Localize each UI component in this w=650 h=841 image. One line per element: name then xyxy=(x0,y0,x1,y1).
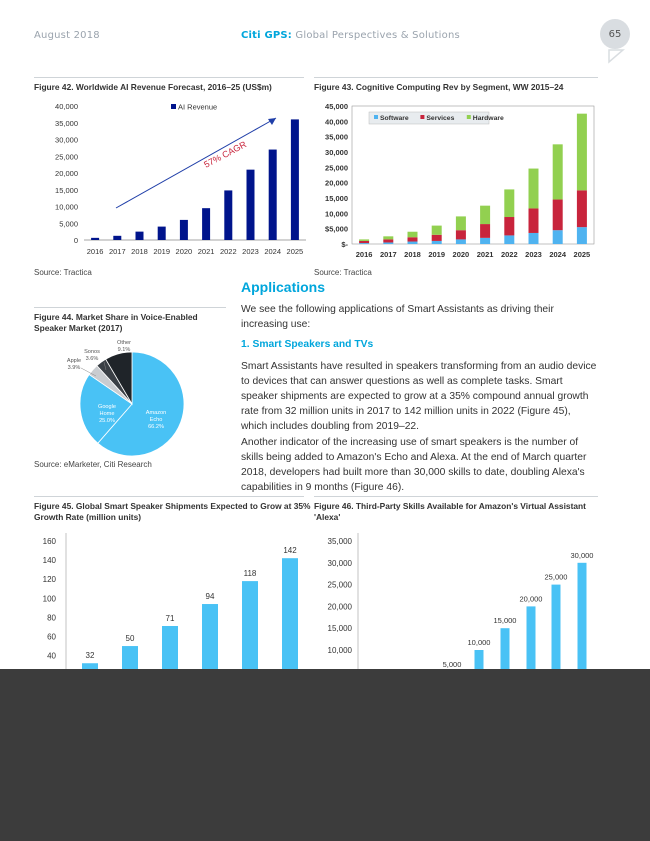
fig44-chart xyxy=(34,338,224,458)
fig44-title: Figure 44. Market Share in Voice-Enabled Speaker Market (2017) xyxy=(34,312,198,334)
fig43-bar-services xyxy=(577,190,587,227)
fig43-bar-hardware xyxy=(432,226,442,235)
fig46-ytick: 15,000 xyxy=(327,624,352,634)
fig43-ytick: $- xyxy=(341,240,348,249)
fig45-data-label: 142 xyxy=(283,546,297,556)
fig46-data-label: 15,000 xyxy=(493,616,517,626)
fig43-bar-software xyxy=(456,239,466,244)
fig44-label: Sonos xyxy=(84,349,100,355)
fig46-ytick: 25,000 xyxy=(327,580,352,590)
fig43-bar-hardware xyxy=(577,114,587,191)
fig43-xtick: 2023 xyxy=(525,250,542,259)
fig43-bar-services xyxy=(480,224,490,238)
fig42-bar xyxy=(224,190,232,240)
fig42-xtick: 2025 xyxy=(286,247,304,256)
fig43-bar-services xyxy=(504,217,514,235)
fig44-label: 66.2% xyxy=(148,424,164,430)
fig43-ytick: 35,000 xyxy=(325,132,348,142)
fig42-ytick: 15,000 xyxy=(55,185,78,195)
fig46-data-label: 30,000 xyxy=(570,550,594,560)
fig44-label: 3.9% xyxy=(67,365,81,371)
fig42-ytick: 40,000 xyxy=(55,102,78,111)
fig46-bar xyxy=(501,628,510,673)
fig42-chart xyxy=(34,98,310,266)
fig42-ytick: 30,000 xyxy=(55,135,78,145)
fig46-ytick: 30,000 xyxy=(327,558,352,568)
fig45-data-label: 32 xyxy=(85,651,95,661)
fig42-ytick: 10,000 xyxy=(55,202,78,212)
page-number-badge: 65 xyxy=(600,19,630,49)
rule-fig46 xyxy=(314,496,598,497)
applications-heading: Applications xyxy=(241,279,326,295)
fig45-ytick: 40 xyxy=(47,651,56,661)
fig43-ytick: $5,000 xyxy=(325,224,348,234)
fig46-bar xyxy=(578,563,587,673)
fig42-bar xyxy=(158,227,166,240)
fig43-ytick: 25,000 xyxy=(325,163,348,173)
fig43-bar-software xyxy=(359,243,369,244)
fig43-xtick: 2025 xyxy=(573,250,591,259)
fig44-label: Apple xyxy=(66,358,82,364)
fig44-label: 25.0% xyxy=(99,418,115,424)
header-subtitle: Global Perspectives & Solutions xyxy=(295,30,460,41)
fig42-ytick: 35,000 xyxy=(55,118,78,128)
fig42-legend-swatch xyxy=(171,104,176,109)
fig43-bar-hardware xyxy=(408,232,418,238)
fig43-bar-software xyxy=(577,227,587,244)
fig42-xtick: 2024 xyxy=(264,247,282,256)
fig45-chart xyxy=(30,533,320,673)
fig44-label: Echo xyxy=(149,417,163,423)
fig43-bar-services xyxy=(529,208,539,233)
fig43-bar-software xyxy=(504,235,514,244)
fig45-ytick: 80 xyxy=(47,613,56,623)
fig42-xtick: 2016 xyxy=(86,247,104,256)
fig43-bar-software xyxy=(408,242,418,244)
fig45-ytick: 120 xyxy=(42,575,56,585)
fig42-bar xyxy=(113,236,121,240)
fig43-bar-hardware xyxy=(553,144,563,199)
applications-intro: We see the following applications of Smart Assistants as driving their increasing use: xyxy=(241,304,554,330)
fig43-legend-swatch xyxy=(374,115,378,119)
fig43-bar-hardware xyxy=(480,206,490,224)
fig43-xtick: 2024 xyxy=(549,250,567,259)
fig43-bar-hardware xyxy=(504,189,514,217)
fig42-title: Figure 42. Worldwide AI Revenue Forecast, 2016–25 (US$m) xyxy=(34,82,272,92)
fig46-bar xyxy=(527,606,536,673)
fig46-chart xyxy=(314,533,604,673)
rule-fig43 xyxy=(314,77,598,78)
fig43-bar-services xyxy=(432,235,442,241)
header-title xyxy=(241,30,460,41)
fig45-data-label: 118 xyxy=(243,569,257,579)
fig43-bar-services xyxy=(383,239,393,242)
fig46-ytick: 10,000 xyxy=(327,646,352,655)
fig46-ytick: 20,000 xyxy=(327,602,352,612)
fig42-legend-label: AI Revenue xyxy=(178,102,218,112)
header-brand: Citi GPS: xyxy=(241,30,292,41)
dark-overlay xyxy=(0,669,650,841)
fig45-bar xyxy=(162,626,178,673)
fig42-ytick: 20,000 xyxy=(55,169,78,178)
fig46-data-label: 5,000 xyxy=(442,659,462,669)
fig43-bar-software xyxy=(432,241,442,244)
fig43-bar-hardware xyxy=(456,216,466,230)
fig46-ytick: 35,000 xyxy=(327,537,352,546)
smart-speakers-para1: Smart Assistants have resulted in speakers transforming from an audio device to devices that can answer questions as well as complete tasks. Smart speaker shipments are expected to grow at a 35% compound annual growth rate from 32 million units in 2017 to 142 million units in 2022 (Figure 45), which includes doubling from 2019–22. xyxy=(241,361,597,432)
fig46-data-label: 25,000 xyxy=(544,572,568,582)
fig46-data-label: 10,000 xyxy=(467,638,491,647)
fig45-ytick: 60 xyxy=(47,632,56,642)
fig45-data-label: 50 xyxy=(125,634,135,644)
fig43-ytick: 40,000 xyxy=(325,117,348,127)
fig43-bar-services xyxy=(408,237,418,241)
fig43-legend-label: Hardware xyxy=(472,115,504,122)
fig45-ytick: 160 xyxy=(42,537,56,546)
fig43-bar-services xyxy=(359,241,369,243)
fig43-xtick: 2017 xyxy=(379,250,397,259)
fig45-data-label: 71 xyxy=(165,613,175,623)
fig43-ytick: 15,000 xyxy=(325,194,348,203)
fig42-ytick: 0 xyxy=(73,236,78,245)
fig46-data-label: 20,000 xyxy=(519,594,543,604)
fig43-source: Source: Tractica xyxy=(314,268,372,277)
smart-speakers-heading: 1. Smart Speakers and TVs xyxy=(241,339,374,350)
fig42-source: Source: Tractica xyxy=(34,268,92,277)
fig43-xtick: 2018 xyxy=(404,250,421,259)
fig44-label: Other xyxy=(117,340,131,346)
fig43-bar-hardware xyxy=(529,169,539,209)
fig43-xtick: 2021 xyxy=(476,250,494,259)
fig43-xtick: 2022 xyxy=(500,250,518,259)
fig43-chart xyxy=(314,98,598,266)
fig43-xtick: 2019 xyxy=(428,250,446,259)
fig42-xtick: 2020 xyxy=(175,247,193,256)
fig45-bar xyxy=(282,558,298,673)
fig45-bar xyxy=(202,604,218,673)
fig42-bar xyxy=(269,150,277,240)
fig45-ytick: 100 xyxy=(42,594,56,604)
fig43-bar-services xyxy=(456,230,466,239)
fig42-bar xyxy=(291,119,299,240)
fig42-cagr-label: 57% CAGR xyxy=(202,139,249,170)
fig44-source: Source: eMarketer, Citi Research xyxy=(34,460,152,469)
fig43-ytick: 20,000 xyxy=(325,178,348,188)
fig42-xtick: 2023 xyxy=(242,247,259,256)
fig44-label: 3.6% xyxy=(85,356,99,362)
fig43-bar-hardware xyxy=(359,239,369,241)
fig42-xtick: 2017 xyxy=(108,247,126,256)
rule-fig44 xyxy=(34,307,226,308)
fig43-bar-services xyxy=(553,200,563,231)
fig42-bar xyxy=(247,170,255,240)
fig43-bar-software xyxy=(480,238,490,244)
fig43-ytick: 45,000 xyxy=(325,102,348,111)
fig44-label: Google xyxy=(97,404,117,410)
rule-fig42 xyxy=(34,77,304,78)
fig43-legend-swatch xyxy=(420,115,424,119)
rule-fig45 xyxy=(34,496,304,497)
fig42-xtick: 2022 xyxy=(219,247,237,256)
fig42-xtick: 2018 xyxy=(131,247,148,256)
fig42-bar xyxy=(180,220,188,240)
fig42-xtick: 2019 xyxy=(153,247,171,256)
fig45-ytick: 140 xyxy=(42,556,56,566)
fig43-xtick: 2016 xyxy=(355,250,373,259)
fig43-bar-software xyxy=(383,242,393,244)
fig43-xtick: 2020 xyxy=(452,250,470,259)
fig43-bar-software xyxy=(553,230,563,244)
fig43-bar-software xyxy=(529,233,539,244)
fig45-data-label: 94 xyxy=(205,592,215,602)
fig43-ytick: 30,000 xyxy=(325,148,348,157)
fig43-legend-label: Services xyxy=(426,115,455,122)
fig43-bar-hardware xyxy=(383,236,393,239)
header-date: August 2018 xyxy=(34,30,100,41)
fig42-bar xyxy=(91,238,99,240)
fig42-bar xyxy=(136,232,144,240)
fig42-ytick: 5,000 xyxy=(59,219,78,229)
fig46-title: Figure 46. Third-Party Skills Available for Amazon's Virtual Assistant 'Alexa' xyxy=(314,501,586,523)
fig42-bar xyxy=(202,208,210,240)
fig42-xtick: 2021 xyxy=(197,247,215,256)
fig45-title: Figure 45. Global Smart Speaker Shipments Expected to Grow at 35% Growth Rate (million units) xyxy=(34,501,311,523)
smart-speakers-para2: Another indicator of the increasing use of smart speakers is the number of skills being added to Amazon's Echo and Alexa. At the end of March quarter 2018, developers had built more than 30,000 skills to date, doubling Alexa's capabilities in 9 months (Figure 46). xyxy=(241,437,587,493)
fig44-label: 9.1% xyxy=(117,347,131,353)
fig43-ytick: 10,000 xyxy=(325,209,348,219)
fig43-legend-label: Software xyxy=(380,115,409,122)
fig44-label: Amazon xyxy=(145,410,167,416)
fig46-bar xyxy=(552,585,561,673)
page-corner-arrow-icon xyxy=(607,48,625,64)
fig43-legend-swatch xyxy=(467,115,471,119)
fig42-ytick: 25,000 xyxy=(55,152,78,162)
fig44-label: Home xyxy=(99,411,115,417)
fig43-title: Figure 43. Cognitive Computing Rev by Segment, WW 2015–24 xyxy=(314,82,564,92)
fig45-bar xyxy=(242,581,258,673)
